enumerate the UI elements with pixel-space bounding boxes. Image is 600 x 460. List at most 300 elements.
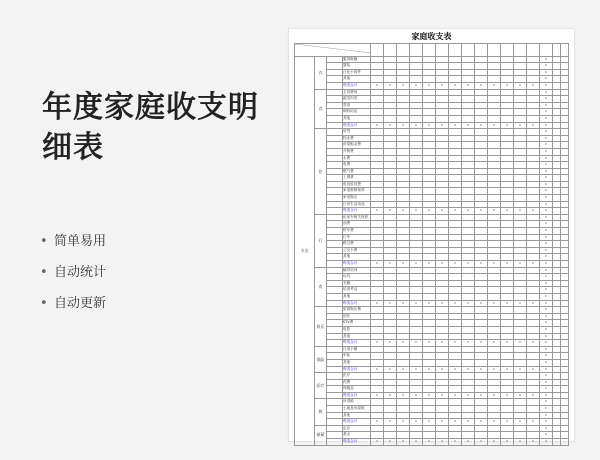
value-cell (397, 247, 410, 254)
value-cell (475, 412, 488, 419)
value-cell: 0 (384, 122, 397, 129)
value-cell (384, 228, 397, 235)
value-cell (410, 326, 423, 333)
table-row (295, 379, 569, 386)
value-cell: 0 (410, 340, 423, 347)
value-cell (384, 102, 397, 109)
value-cell (436, 76, 449, 83)
value-cell (371, 188, 384, 195)
cell (561, 168, 569, 175)
spreadsheet-preview (288, 28, 575, 442)
value-cell (501, 313, 514, 320)
cell (561, 359, 569, 366)
value-cell (371, 399, 384, 406)
table-row (295, 287, 569, 294)
value-cell: 0 (436, 366, 449, 373)
value-cell (462, 168, 475, 175)
value-cell: 0 (475, 261, 488, 268)
value-cell (501, 228, 514, 235)
value-cell (449, 267, 462, 274)
cell (553, 195, 561, 202)
value-cell (410, 69, 423, 76)
value-cell (436, 379, 449, 386)
value-cell (384, 69, 397, 76)
value-cell (397, 267, 410, 274)
cell (327, 300, 343, 307)
value-cell (488, 247, 501, 254)
value-cell (475, 63, 488, 70)
cell (327, 267, 343, 274)
value-cell (397, 326, 410, 333)
value-cell (462, 412, 475, 419)
value-cell (527, 287, 540, 294)
table-row (295, 399, 569, 406)
cell (561, 181, 569, 188)
table-row (295, 247, 569, 254)
value-cell (436, 69, 449, 76)
cell (553, 228, 561, 235)
value-cell: 0 (540, 181, 553, 188)
value-cell (462, 188, 475, 195)
value-cell: 0 (540, 142, 553, 149)
value-cell: 0 (371, 300, 384, 307)
value-cell (423, 142, 436, 149)
value-cell (514, 320, 527, 327)
cell (561, 340, 569, 347)
value-cell (501, 399, 514, 406)
value-cell (397, 254, 410, 261)
item-cell: 每类合计 (343, 419, 371, 426)
value-cell (514, 56, 527, 63)
item-cell: 每类合计 (343, 340, 371, 347)
value-cell (462, 162, 475, 169)
cell (553, 162, 561, 169)
value-cell (449, 406, 462, 413)
value-cell (514, 234, 527, 241)
value-cell (488, 102, 501, 109)
value-cell (488, 214, 501, 221)
value-cell (410, 168, 423, 175)
item-cell: 电影 (343, 326, 371, 333)
value-cell: 0 (540, 267, 553, 274)
value-cell (488, 109, 501, 116)
value-cell (501, 162, 514, 169)
cell (553, 122, 561, 129)
item-cell: 房贷 (343, 129, 371, 136)
item-cell: 上网费 (343, 175, 371, 182)
sheet-grid (294, 43, 568, 444)
value-cell (410, 109, 423, 116)
cell (327, 168, 343, 175)
value-cell (436, 168, 449, 175)
value-cell (462, 307, 475, 314)
item-cell: 药费 (343, 379, 371, 386)
value-cell: 0 (514, 261, 527, 268)
value-cell (527, 221, 540, 228)
value-cell: 0 (540, 280, 553, 287)
value-cell (423, 135, 436, 142)
value-cell (436, 412, 449, 419)
value-cell (488, 221, 501, 228)
value-cell (423, 168, 436, 175)
value-cell (501, 69, 514, 76)
cell (561, 208, 569, 215)
item-cell: 婴装 (343, 63, 371, 70)
item-cell: 油费 (343, 221, 371, 228)
value-cell: 0 (475, 122, 488, 129)
table-row (295, 432, 569, 439)
value-cell (410, 195, 423, 202)
value-cell (423, 406, 436, 413)
value-cell (488, 379, 501, 386)
value-cell (527, 102, 540, 109)
value-cell (384, 148, 397, 155)
cell (561, 386, 569, 393)
cell (553, 254, 561, 261)
value-cell (384, 247, 397, 254)
value-cell (410, 267, 423, 274)
value-cell (462, 135, 475, 142)
value-cell (397, 320, 410, 327)
value-cell (384, 412, 397, 419)
value-cell (436, 155, 449, 162)
value-cell (527, 254, 540, 261)
value-cell (436, 201, 449, 208)
value-cell (397, 175, 410, 182)
cell (553, 373, 561, 380)
value-cell: 0 (527, 340, 540, 347)
value-cell (462, 254, 475, 261)
value-cell (501, 142, 514, 149)
value-cell (410, 346, 423, 353)
value-cell (410, 274, 423, 281)
value-cell (410, 287, 423, 294)
value-cell (410, 96, 423, 103)
value-cell (423, 373, 436, 380)
value-cell (514, 142, 527, 149)
header-cell (475, 44, 488, 57)
value-cell: 0 (410, 122, 423, 129)
cell (327, 320, 343, 327)
value-cell (501, 307, 514, 314)
cell (553, 89, 561, 96)
value-cell (527, 386, 540, 393)
cell (553, 115, 561, 122)
cell (561, 155, 569, 162)
cell (561, 221, 569, 228)
value-cell (462, 129, 475, 136)
cell (561, 366, 569, 373)
value-cell (371, 181, 384, 188)
cell (327, 379, 343, 386)
value-cell (436, 353, 449, 360)
value-cell (410, 254, 423, 261)
subtotal-row (295, 439, 569, 446)
item-cell: 其他 (343, 76, 371, 83)
value-cell (397, 181, 410, 188)
value-cell (410, 135, 423, 142)
cell (327, 340, 343, 347)
cell (327, 69, 343, 76)
value-cell (527, 56, 540, 63)
value-cell: 0 (384, 392, 397, 399)
value-cell (397, 56, 410, 63)
value-cell (410, 102, 423, 109)
cell (553, 135, 561, 142)
table-row (295, 293, 569, 300)
cell (327, 392, 343, 399)
value-cell (410, 155, 423, 162)
item-cell: 每类合计 (343, 392, 371, 399)
value-cell (514, 247, 527, 254)
value-cell: 0 (540, 247, 553, 254)
value-cell: 0 (410, 261, 423, 268)
cell (561, 379, 569, 386)
value-cell (397, 379, 410, 386)
value-cell (514, 162, 527, 169)
value-cell (436, 135, 449, 142)
cell (327, 63, 343, 70)
value-cell (527, 195, 540, 202)
value-cell: 0 (397, 340, 410, 347)
header-cell (423, 44, 436, 57)
value-cell (410, 181, 423, 188)
value-cell: 0 (514, 419, 527, 426)
cell (327, 122, 343, 129)
value-cell (371, 89, 384, 96)
value-cell: 0 (488, 208, 501, 215)
value-cell (371, 353, 384, 360)
cell (553, 69, 561, 76)
value-cell (449, 353, 462, 360)
budget-table (294, 43, 569, 446)
cell (561, 148, 569, 155)
value-cell (527, 175, 540, 182)
cell (553, 175, 561, 182)
value-cell (397, 69, 410, 76)
item-cell: 家电购买 (343, 195, 371, 202)
value-cell (527, 320, 540, 327)
value-cell (371, 214, 384, 221)
value-cell (436, 102, 449, 109)
value-cell (397, 241, 410, 248)
cell (561, 195, 569, 202)
value-cell: 0 (540, 109, 553, 116)
value-cell (371, 425, 384, 432)
value-cell: 0 (540, 366, 553, 373)
value-cell: 0 (488, 261, 501, 268)
value-cell (423, 69, 436, 76)
value-cell: 0 (488, 366, 501, 373)
value-cell (488, 201, 501, 208)
value-cell: 0 (423, 392, 436, 399)
value-cell (462, 359, 475, 366)
value-cell (488, 432, 501, 439)
value-cell (371, 412, 384, 419)
subtotal-row (295, 366, 569, 373)
cell (561, 69, 569, 76)
cell (553, 280, 561, 287)
value-cell (371, 333, 384, 340)
value-cell (397, 307, 410, 314)
value-cell (462, 142, 475, 149)
value-cell (397, 148, 410, 155)
value-cell (423, 115, 436, 122)
item-cell: 停车费 (343, 228, 371, 235)
value-cell: 0 (410, 300, 423, 307)
value-cell (488, 142, 501, 149)
subtotal-row (295, 261, 569, 268)
value-cell (371, 247, 384, 254)
value-cell (397, 287, 410, 294)
cell (561, 228, 569, 235)
value-cell (436, 109, 449, 116)
value-cell: 0 (462, 392, 475, 399)
value-cell (501, 333, 514, 340)
value-cell (462, 148, 475, 155)
value-cell: 0 (540, 353, 553, 360)
value-cell: 0 (527, 300, 540, 307)
value-cell: 0 (384, 366, 397, 373)
table-row (295, 181, 569, 188)
value-cell: 0 (488, 439, 501, 446)
table-row (295, 406, 569, 413)
value-cell: 0 (527, 208, 540, 215)
value-cell (501, 188, 514, 195)
value-cell: 0 (540, 168, 553, 175)
value-cell (514, 96, 527, 103)
value-cell (488, 69, 501, 76)
cell (561, 129, 569, 136)
cell (327, 373, 343, 380)
table-row (295, 96, 569, 103)
value-cell (410, 241, 423, 248)
cell (561, 307, 569, 314)
value-cell (410, 399, 423, 406)
value-cell: 0 (475, 340, 488, 347)
item-cell: 书籍 (343, 280, 371, 287)
cell (327, 326, 343, 333)
value-cell (475, 287, 488, 294)
value-cell (436, 293, 449, 300)
value-cell (488, 425, 501, 432)
value-cell (462, 313, 475, 320)
value-cell (514, 425, 527, 432)
value-cell (475, 129, 488, 136)
value-cell: 0 (540, 373, 553, 380)
value-cell (449, 432, 462, 439)
value-cell (423, 254, 436, 261)
value-cell (397, 109, 410, 116)
value-cell (423, 359, 436, 366)
cell (327, 241, 343, 248)
value-cell: 0 (540, 425, 553, 432)
group-cell: 育 (315, 267, 327, 307)
value-cell (488, 346, 501, 353)
cell (327, 274, 343, 281)
cell (561, 280, 569, 287)
value-cell (449, 234, 462, 241)
item-cell: 蔬菜肉类 (343, 96, 371, 103)
value-cell (410, 89, 423, 96)
group-cell: 行 (315, 214, 327, 267)
value-cell (410, 386, 423, 393)
value-cell: 0 (397, 122, 410, 129)
value-cell (514, 359, 527, 366)
diagonal-line-icon (295, 44, 371, 53)
page-title: 年度家庭收支明细表 (42, 90, 259, 165)
value-cell: 0 (449, 122, 462, 129)
value-cell (371, 373, 384, 380)
value-cell (384, 254, 397, 261)
cell (561, 56, 569, 63)
value-cell: 0 (423, 366, 436, 373)
value-cell (436, 333, 449, 340)
value-cell: 0 (449, 419, 462, 426)
value-cell (436, 96, 449, 103)
value-cell: 0 (540, 155, 553, 162)
value-cell (410, 412, 423, 419)
value-cell: 0 (540, 287, 553, 294)
value-cell (371, 69, 384, 76)
item-cell: 医疗 (343, 373, 371, 380)
value-cell (423, 76, 436, 83)
value-cell (436, 320, 449, 327)
value-cell: 0 (488, 419, 501, 426)
value-cell: 0 (540, 313, 553, 320)
value-cell (397, 63, 410, 70)
value-cell (527, 214, 540, 221)
value-cell (397, 234, 410, 241)
value-cell (514, 293, 527, 300)
value-cell (423, 89, 436, 96)
value-cell (436, 267, 449, 274)
value-cell: 0 (475, 300, 488, 307)
value-cell (371, 326, 384, 333)
value-cell (527, 379, 540, 386)
value-cell (514, 353, 527, 360)
value-cell (488, 188, 501, 195)
value-cell (423, 195, 436, 202)
value-cell (501, 353, 514, 360)
cell (553, 148, 561, 155)
cell (561, 109, 569, 116)
header-cell (384, 44, 397, 57)
table-row (295, 109, 569, 116)
value-cell: 0 (436, 122, 449, 129)
value-cell (371, 287, 384, 294)
cell (561, 241, 569, 248)
cell (327, 346, 343, 353)
value-cell (501, 425, 514, 432)
value-cell (436, 359, 449, 366)
value-cell (449, 69, 462, 76)
value-cell (371, 135, 384, 142)
value-cell (527, 168, 540, 175)
value-cell: 0 (514, 208, 527, 215)
value-cell: 0 (540, 148, 553, 155)
value-cell (449, 254, 462, 261)
table-row (295, 76, 569, 83)
value-cell (488, 96, 501, 103)
value-cell (436, 254, 449, 261)
value-cell (410, 162, 423, 169)
value-cell: 0 (384, 340, 397, 347)
value-cell: 0 (384, 439, 397, 446)
value-cell (436, 129, 449, 136)
value-cell (436, 313, 449, 320)
value-cell (527, 432, 540, 439)
